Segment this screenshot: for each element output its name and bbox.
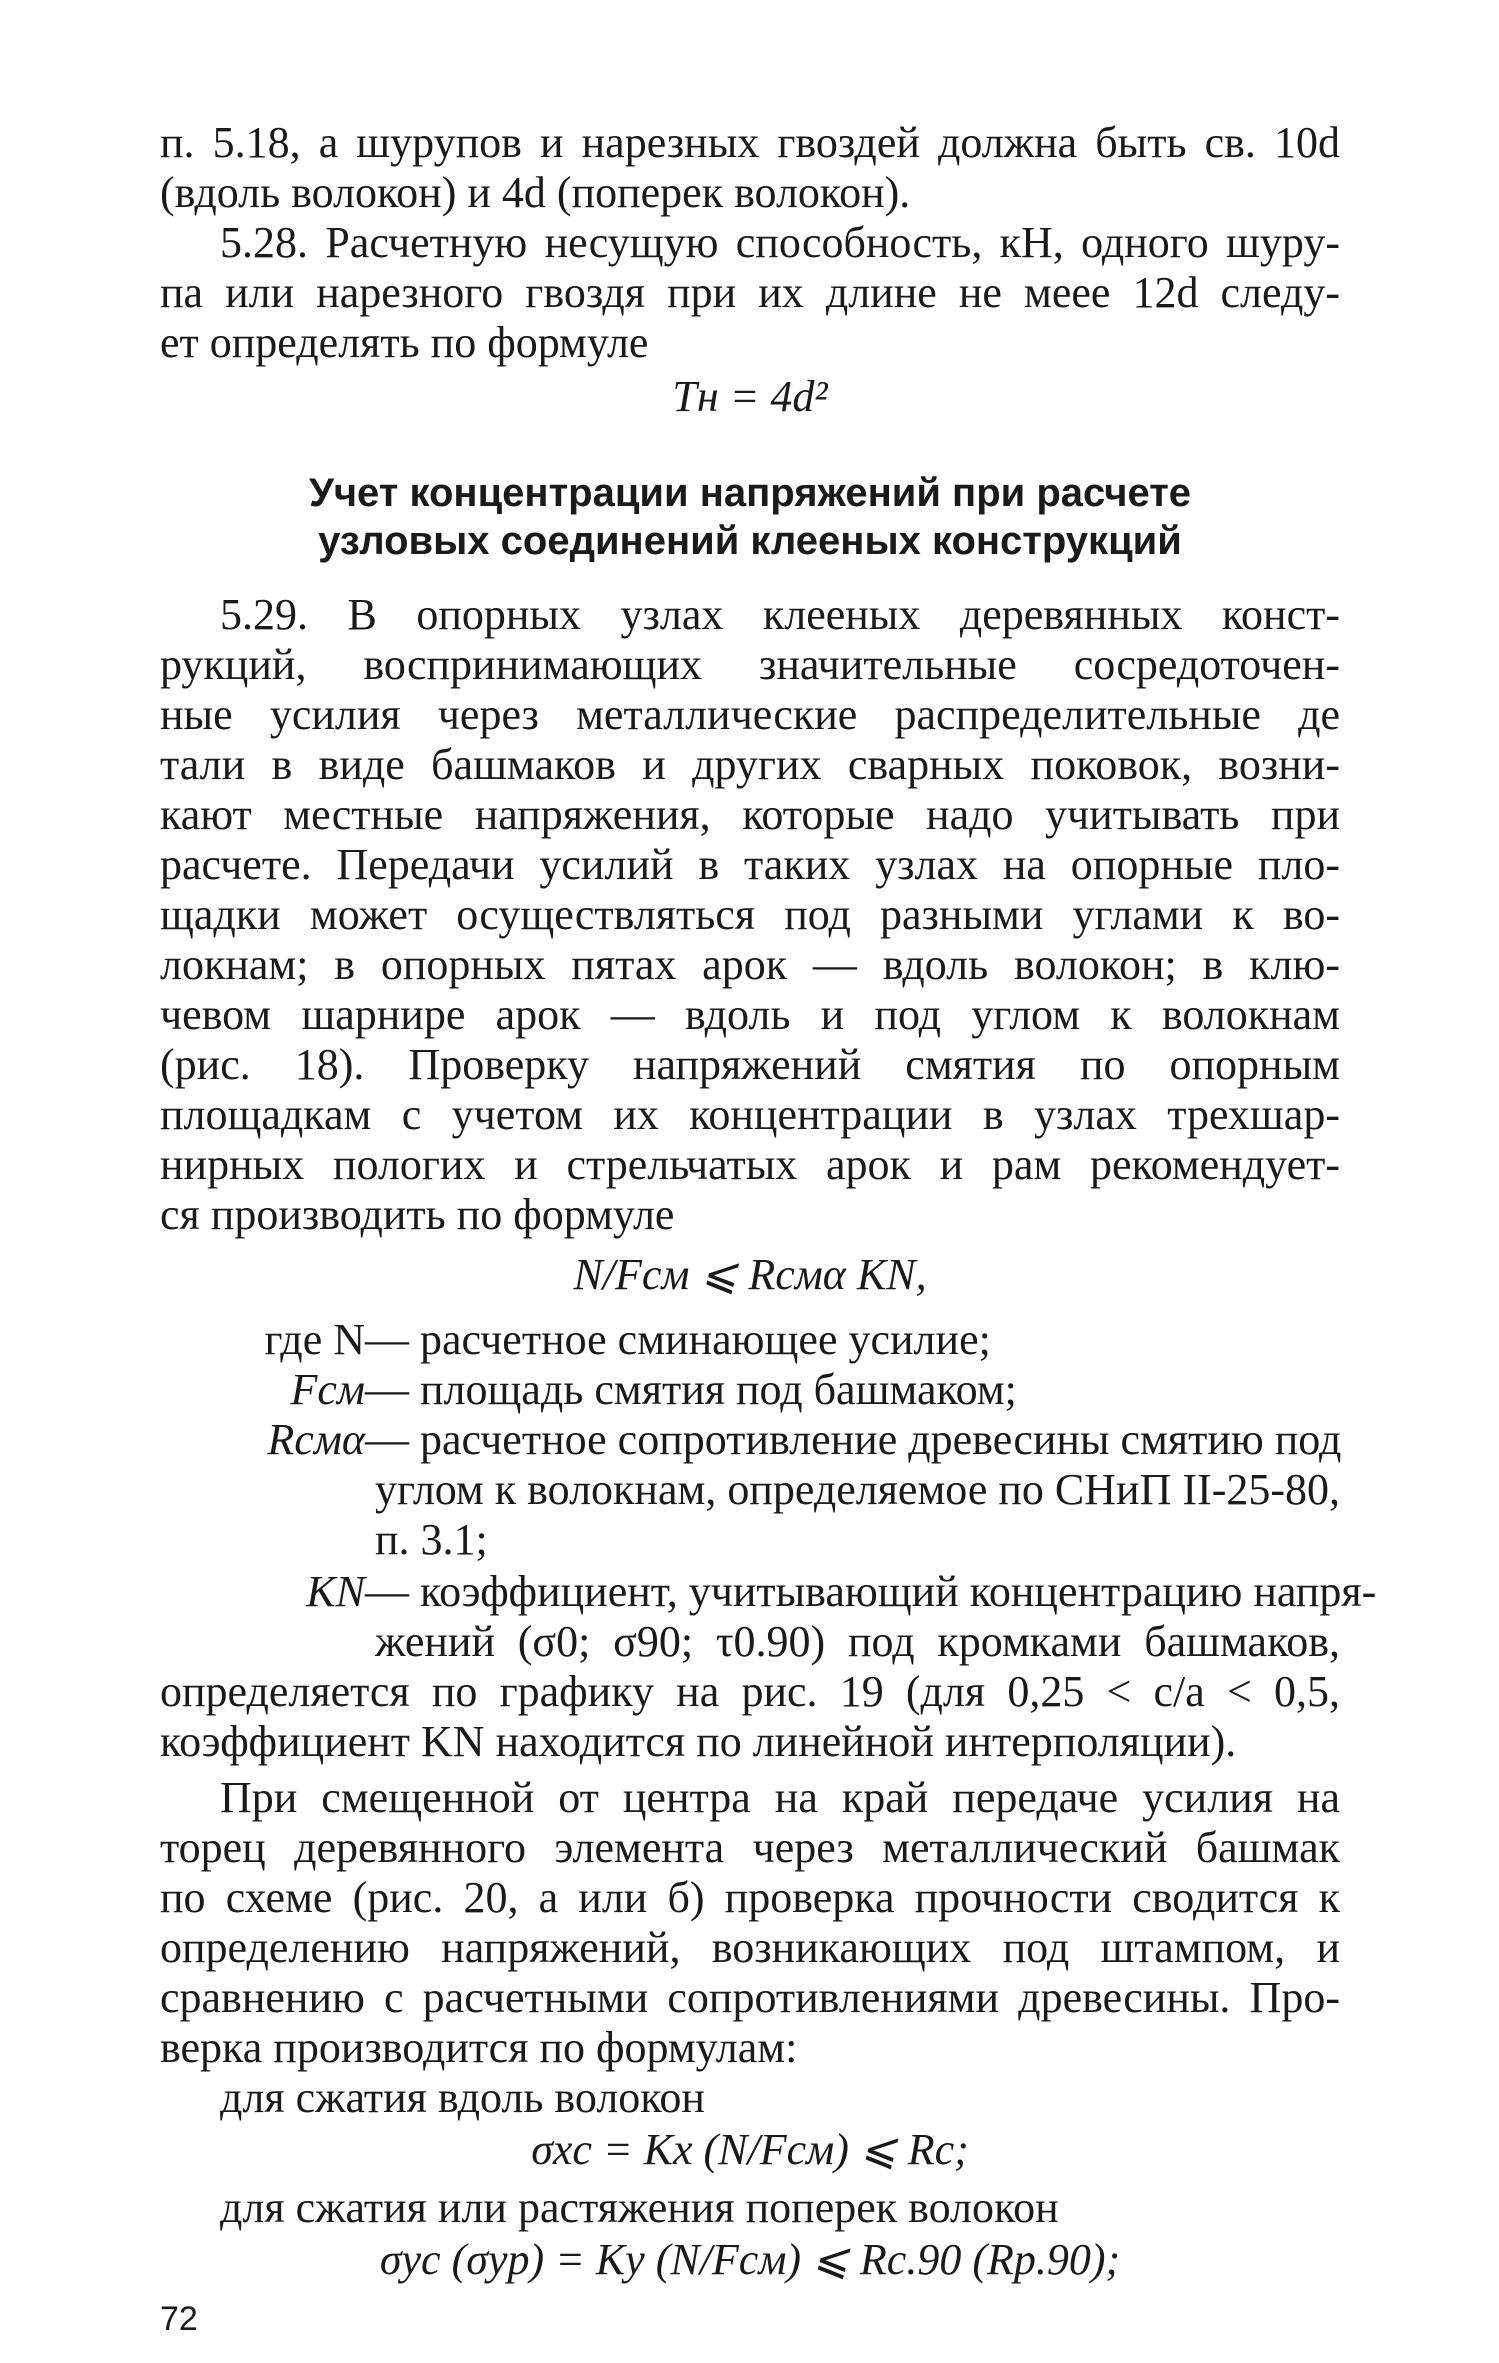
paragraph-line: торец деревянного элемента через металлический башмак [160,1823,1340,1872]
paragraph-line: по схеме (рис. 20, а или б) проверка прочности сводится к [160,1873,1340,1922]
formula-compression-across: σyc (σyp) = Ky (N/Fсм) ⩽ Rc.90 (Rp.90); [379,2235,1121,2284]
section-heading-line: узловых соединений клееных конструкций [318,519,1182,563]
paragraph-5-29-line: щадки может осуществляться под разными углами к во- [160,890,1340,939]
paragraph-5-29-line: рукций, воспринимающих значительные сосредоточен- [160,640,1340,689]
formula-compression-along: σxc = Kx (N/Fсм) ⩽ Rc; [531,2125,969,2174]
text-line: коэффициент KN находится по линейной интерполяции). [160,1717,1237,1766]
definition-text: — площадь смятия под башмаком; [365,1365,1017,1414]
paragraph-5-29-line: площадкам с учетом их концентрации в узлах трехшар- [160,1090,1340,1139]
paragraph-5-28-line: 5.28. Расчетную несущую способность, кН, одного шуру- [220,218,1340,267]
paragraph-5-29-line: (рис. 18). Проверку напряжений смятия по опорным [160,1040,1340,1089]
text-line: (вдоль волокон) и 4d (поперек волокон). [160,168,911,217]
definition-term: Fсм [290,1365,365,1414]
text-line: п. 5.18, а шурупов и нарезных гвоздей должна быть св. 10d [160,118,1340,167]
paragraph-5-29-line: 5.29. В опорных узлах клееных деревянных конст- [220,590,1340,639]
paragraph-5-29-line: ся производить по формуле [160,1190,675,1239]
definition-term: KN [306,1567,365,1616]
paragraph-5-29-line: нирных пологих и стрельчатых арок и рам рекомендует- [160,1140,1340,1189]
formula-bearing-capacity: Tн = 4d² [672,372,828,421]
definition-text: углом к волокнам, определяемое по СНиП II-25-80, [375,1465,1340,1514]
definition-text: — коэффициент, учитывающий концентрацию напря- [365,1567,1377,1616]
paragraph-5-28-line: па или нарезного гвоздя при их длине не меее 12d следу- [160,268,1340,317]
definition-text: жений (σ0; σ90; τ0.90) под кромками башмаков, [375,1617,1340,1666]
text-line: определяется по графику на рис. 19 (для 0,25 < c/a < 0,5, [160,1667,1340,1716]
paragraph-5-29-line: локнам; в опорных пятах арок — вдоль волокон; в клю- [160,940,1340,989]
definition-text: — расчетное сопротивление древесины смятию под [365,1415,1342,1464]
paragraph-5-28-line: ет определять по формуле [160,318,649,367]
paragraph-5-29-line: чевом шарнире арок — вдоль и под углом к волокнам [160,990,1340,1039]
formula-label: для сжатия вдоль волокон [220,2073,705,2122]
paragraph-5-29-line: кают местные напряжения, которые надо учитывать при [160,790,1340,839]
paragraph-line: определению напряжений, возникающих под штампом, и [160,1923,1340,1972]
paragraph-line: сравнению с расчетными сопротивлениями древесины. Про- [160,1973,1340,2022]
paragraph-line: При смещенной от центра на край передаче усилия на [220,1773,1340,1822]
definition-text: — расчетное сминающее усилие; [365,1315,991,1364]
definition-term: где N [264,1315,365,1364]
paragraph-5-29-line: расчете. Передачи усилий в таких узлах на опорные пло- [160,840,1340,889]
section-heading-line: Учет концентрации напряжений при расчете [308,471,1192,515]
page-number: 72 [160,2300,198,2338]
formula-crushing-check: N/Fсм ⩽ Rсмα KN, [573,1250,927,1299]
definition-text: п. 3.1; [375,1515,488,1564]
formula-label: для сжатия или растяжения поперек волокон [220,2183,1059,2232]
paragraph-line: верка производится по формулам: [160,2023,798,2072]
paragraph-5-29-line: ные усилия через металлические распределительные де [160,690,1340,739]
definition-term: Rсмα [267,1415,365,1464]
paragraph-5-29-line: тали в виде башмаков и других сварных поковок, возни- [160,740,1340,789]
